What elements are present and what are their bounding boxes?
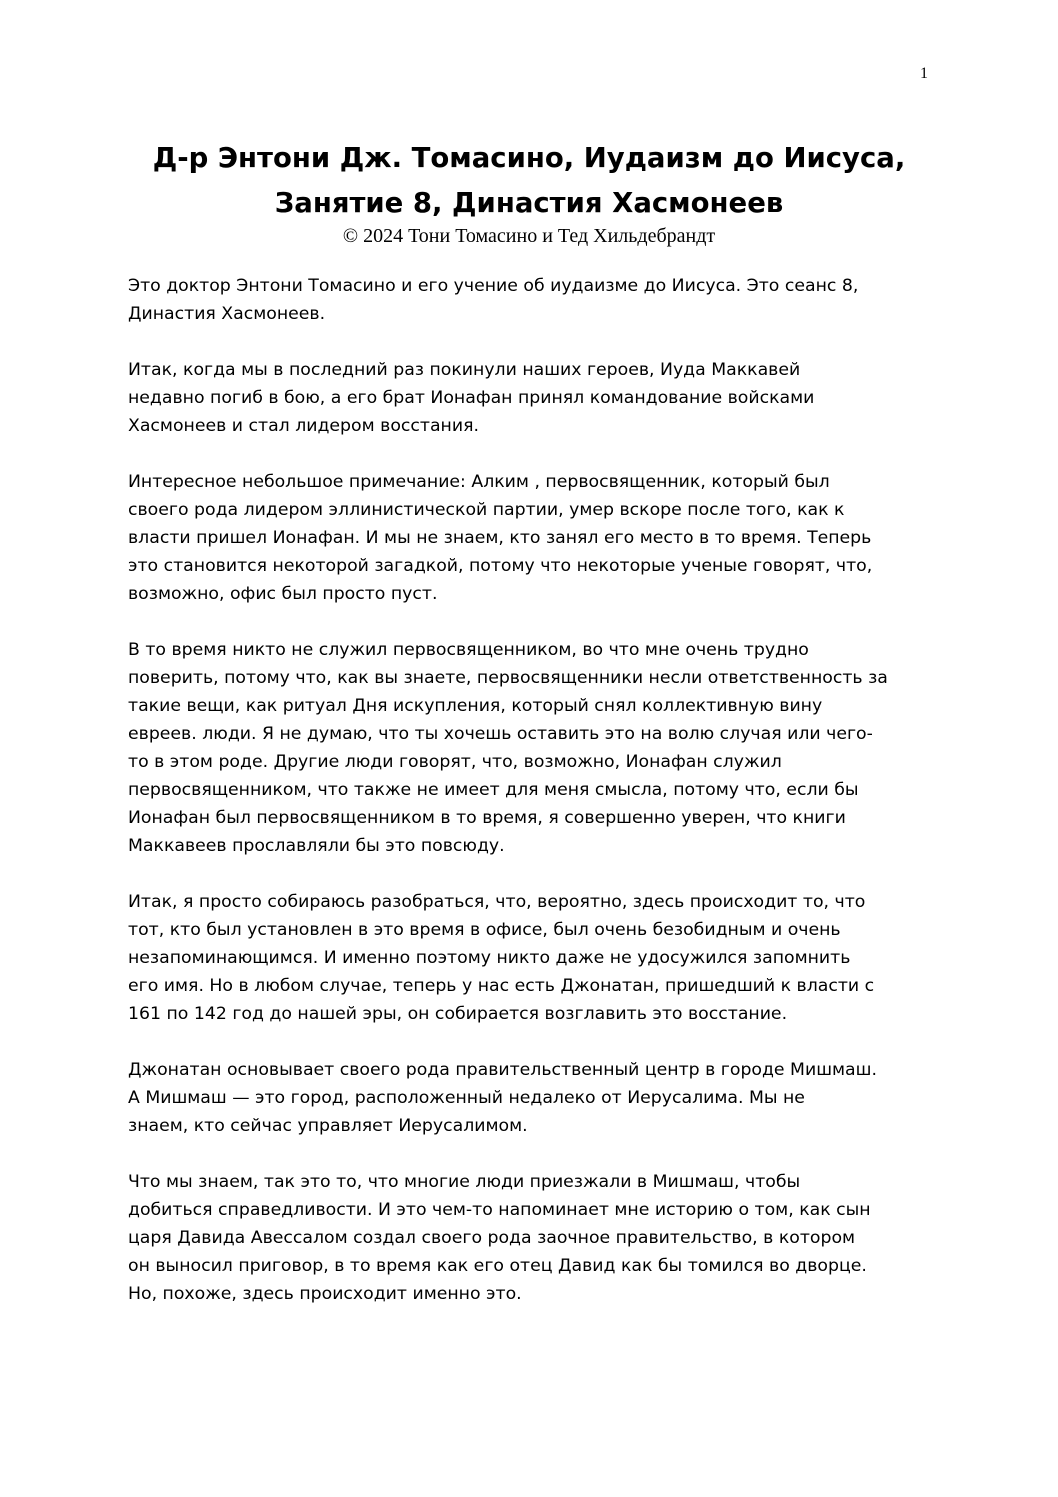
paragraph-line: это становится некоторой загадкой, потому что некоторые ученые говорят, что,	[128, 556, 873, 576]
paragraph-line: Что мы знаем, так это то, что многие люди приезжали в Мишмаш, чтобы	[128, 1172, 801, 1192]
paragraph-line: добиться справедливости. И это чем-то напоминает мне историю о том, как сын	[128, 1200, 871, 1220]
paragraph-line: его имя. Но в любом случае, теперь у нас есть Джонатан, пришедший к власти с	[128, 976, 875, 996]
paragraph-line: недавно погиб в бою, а его брат Ионафан принял командование войсками	[128, 388, 815, 408]
paragraph-line: В то время никто не служил первосвященником, во что мне очень трудно	[128, 640, 809, 660]
paragraph-line: незапоминающимся. И именно поэтому никто даже не удосужился запомнить	[128, 948, 851, 968]
paragraph-line: Интересное небольшое примечание: Алким , первосвященник, который был	[128, 472, 830, 492]
copyright-notice: © 2024 Тони Томасино и Тед Хильдебрандт	[342, 225, 716, 247]
paragraph-line: А Мишмаш — это город, расположенный недалеко от Иерусалима. Мы не	[128, 1088, 805, 1108]
paragraph-line: Но, похоже, здесь происходит именно это.	[128, 1284, 522, 1304]
paragraph-line: знаем, кто сейчас управляет Иерусалимом.	[128, 1116, 528, 1136]
paragraph-line: Хасмонеев и стал лидером восстания.	[128, 416, 479, 436]
document-title	[100, 136, 958, 226]
paragraph-line: Маккавеев прославляли бы это повсюду.	[128, 836, 505, 856]
paragraph-line: евреев. люди. Я не думаю, что ты хочешь оставить это на волю случая или чего-	[128, 724, 873, 744]
paragraph	[128, 888, 938, 1028]
paragraph-line: власти пришел Ионафан. И мы не знаем, кто занял его место в то время. Теперь	[128, 528, 872, 548]
paragraph	[128, 636, 938, 860]
paragraph-line: Джонатан основывает своего рода правительственный центр в городе Мишмаш.	[128, 1060, 877, 1080]
document-body	[128, 272, 938, 1336]
paragraph-line: Итак, когда мы в последний раз покинули наших героев, Иуда Маккавей	[128, 360, 801, 380]
paragraph-line: своего рода лидером эллинистической партии, умер вскоре после того, как к	[128, 500, 845, 520]
paragraph-line: Это доктор Энтони Томасино и его учение об иудаизме до Иисуса. Это сеанс 8,	[128, 276, 859, 296]
paragraph-line: первосвященником, что также не имеет для меня смысла, потому что, если бы	[128, 780, 859, 800]
paragraph-line: такие вещи, как ритуал Дня искупления, который снял коллективную вину	[128, 696, 823, 716]
paragraph-line: тот, кто был установлен в это время в офисе, был очень безобидным и очень	[128, 920, 841, 940]
paragraph	[128, 272, 938, 328]
paragraph-line: то в этом роде. Другие люди говорят, что, возможно, Ионафан служил	[128, 752, 782, 772]
paragraph-line: поверить, потому что, как вы знаете, первосвященники несли ответственность за	[128, 668, 888, 688]
paragraph	[128, 1056, 938, 1140]
page-number: 1	[920, 65, 928, 82]
paragraph	[128, 356, 938, 440]
paragraph-line: Итак, я просто собираюсь разобраться, что, вероятно, здесь происходит то, что	[128, 892, 866, 912]
paragraph-line: царя Давида Авессалом создал своего рода заочное правительство, в котором	[128, 1228, 856, 1248]
title-line-1: Д-р Энтони Дж. Томасино, Иудаизм до Иисуса,	[152, 142, 906, 174]
paragraph-line: Ионафан был первосвященником в то время, я совершенно уверен, что книги	[128, 808, 846, 828]
paragraph	[128, 1168, 938, 1308]
paragraph-line: 161 по 142 год до нашей эры, он собирается возглавить это восстание.	[128, 1004, 788, 1024]
paragraph-line: возможно, офис был просто пуст.	[128, 584, 438, 604]
paragraph	[128, 468, 938, 608]
paragraph-line: Династия Хасмонеев.	[128, 304, 326, 324]
paragraph-line: он выносил приговор, в то время как его отец Давид как бы томился во дворце.	[128, 1256, 867, 1276]
title-line-2: Занятие 8, Династия Хасмонеев	[274, 187, 784, 219]
